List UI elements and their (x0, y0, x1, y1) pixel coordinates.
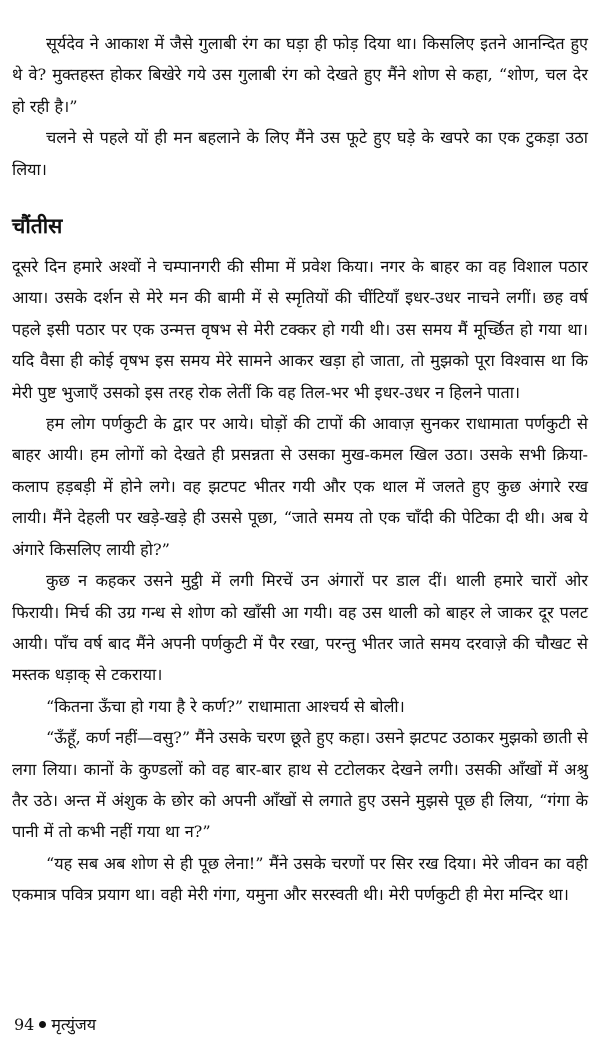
paragraph-not-karna: “ऊँहूँ, कर्ण नहीं—वसु?” मैंने उसके चरण छूते हुए कहा। उसने झटपट उठाकर मुझको छाती से लगा लिया। कानों के कुण्डलों को वह बार-बार हाथ से टटोलकर देखने लगी। उसकी आँखों में अश्रु तैर उठे। अन्त में अंशुक के छोर को अपनी आँखों से लगाते हुए उसने मुझसे पूछ ही लिया, “गंगा के पानी में तो कभी नहीं गया था न?” (12, 728, 588, 842)
paragraph-ask-shona: “यह सब अब शोण से ही पूछ लेना!” मैंने उसके चरणों पर सिर रख दिया। मेरे जीवन का वही एकमात्र पवित्र प्रयाग था। वही मेरी गंगा, यमुना और सरस्वती थी। मेरी पर्णकुटी ही मेरा मन्दिर था। (12, 853, 588, 905)
paragraph-pot-shard: चलने से पहले यों ही मन बहलाने के लिए मैंने उस फूटे हुए घड़े के खपरे का एक टुकड़ा उठा लिया। (12, 128, 588, 179)
bullet-separator (39, 1021, 46, 1028)
paragraph-sunrise: सूर्यदेव ने आकाश में जैसे गुलाबी रंग का घड़ा ही फोड़ दिया था। किसलिए इतने आनन्दित हुए थे वे? मुक्तहस्त होकर बिखेरे गये उस गुलाबी रंग को देखते हुए मैंने शोण से कहा, “शोण, चल देर हो रही है।” (12, 34, 588, 116)
page-number: 94 (14, 1015, 35, 1034)
paragraph-champanagari: दूसरे दिन हमारे अश्वों ने चम्पानगरी की सीमा में प्रवेश किया। नगर के बाहर का वह विशाल पठार आया। उसके दर्शन से मेरे मन की बामी में से स्मृतियों की चींटियाँ इधर-उधर नाचने लगीं। छह वर्ष पहले इसी पठार पर एक उन्मत्त वृषभ से मेरी टक्कर हो गयी थी। उस समय मैं मूर्च्छित हो गया था। यदि वैसा ही कोई वृषभ इस समय मेरे सामने आकर खड़ा हो जाता, तो मुझको पूरा विश्वास था कि मेरी पुष्ट भुजाएँ उसको इस तरह रोक लेतीं कि वह तिल-भर भी इधर-उधर न हिलने पाता। (12, 257, 588, 402)
paragraph-chillies: कुछ न कहकर उसने मुट्ठी में लगी मिरचें उन अंगारों पर डाल दीं। थाली हमारे चारों ओर फिरायी। मिर्च की उग्र गन्ध से शोण को खाँसी आ गयी। वह उस थाली को बाहर ले जाकर दूर पलट आयी। पाँच वर्ष बाद मैंने अपनी पर्णकुटी में पैर रखा, परन्तु भीतर जाते समय दरवाज़े की चौखट से मस्तक धड़ाक् से टकराया। (12, 571, 588, 685)
paragraph-how-tall: “कितना ऊँचा हो गया है रे कर्ण?” राधामाता आश्चर्य से बोली। (46, 696, 405, 716)
chapter-heading: चौंतीस (12, 214, 63, 239)
paragraph-radhamata-arrives: हम लोग पर्णकुटी के द्वार पर आये। घोड़ों की टापों की आवाज़ सुनकर राधामाता पर्णकुटी से बाहर आयी। हम लोगों को देखते ही प्रसन्नता से उसका मुख-कमल खिल उठा। उसके सभी क्रिया-कलाप हड़बड़ी में होने लगे। वह झटपट भीतर गयी और एक थाल में जलते हुए कुछ अंगारे रख लायी। मैंने देहली पर खड़े-खड़े ही उससे पूछा, “जाते समय तो एक चाँदी की पेटिका दी थी। अब ये अंगारे किसलिए लायी हो?” (12, 414, 588, 559)
page-footer (14, 1014, 96, 1036)
page-body (12, 28, 588, 911)
book-title: मृत्युंजय (51, 1015, 96, 1034)
